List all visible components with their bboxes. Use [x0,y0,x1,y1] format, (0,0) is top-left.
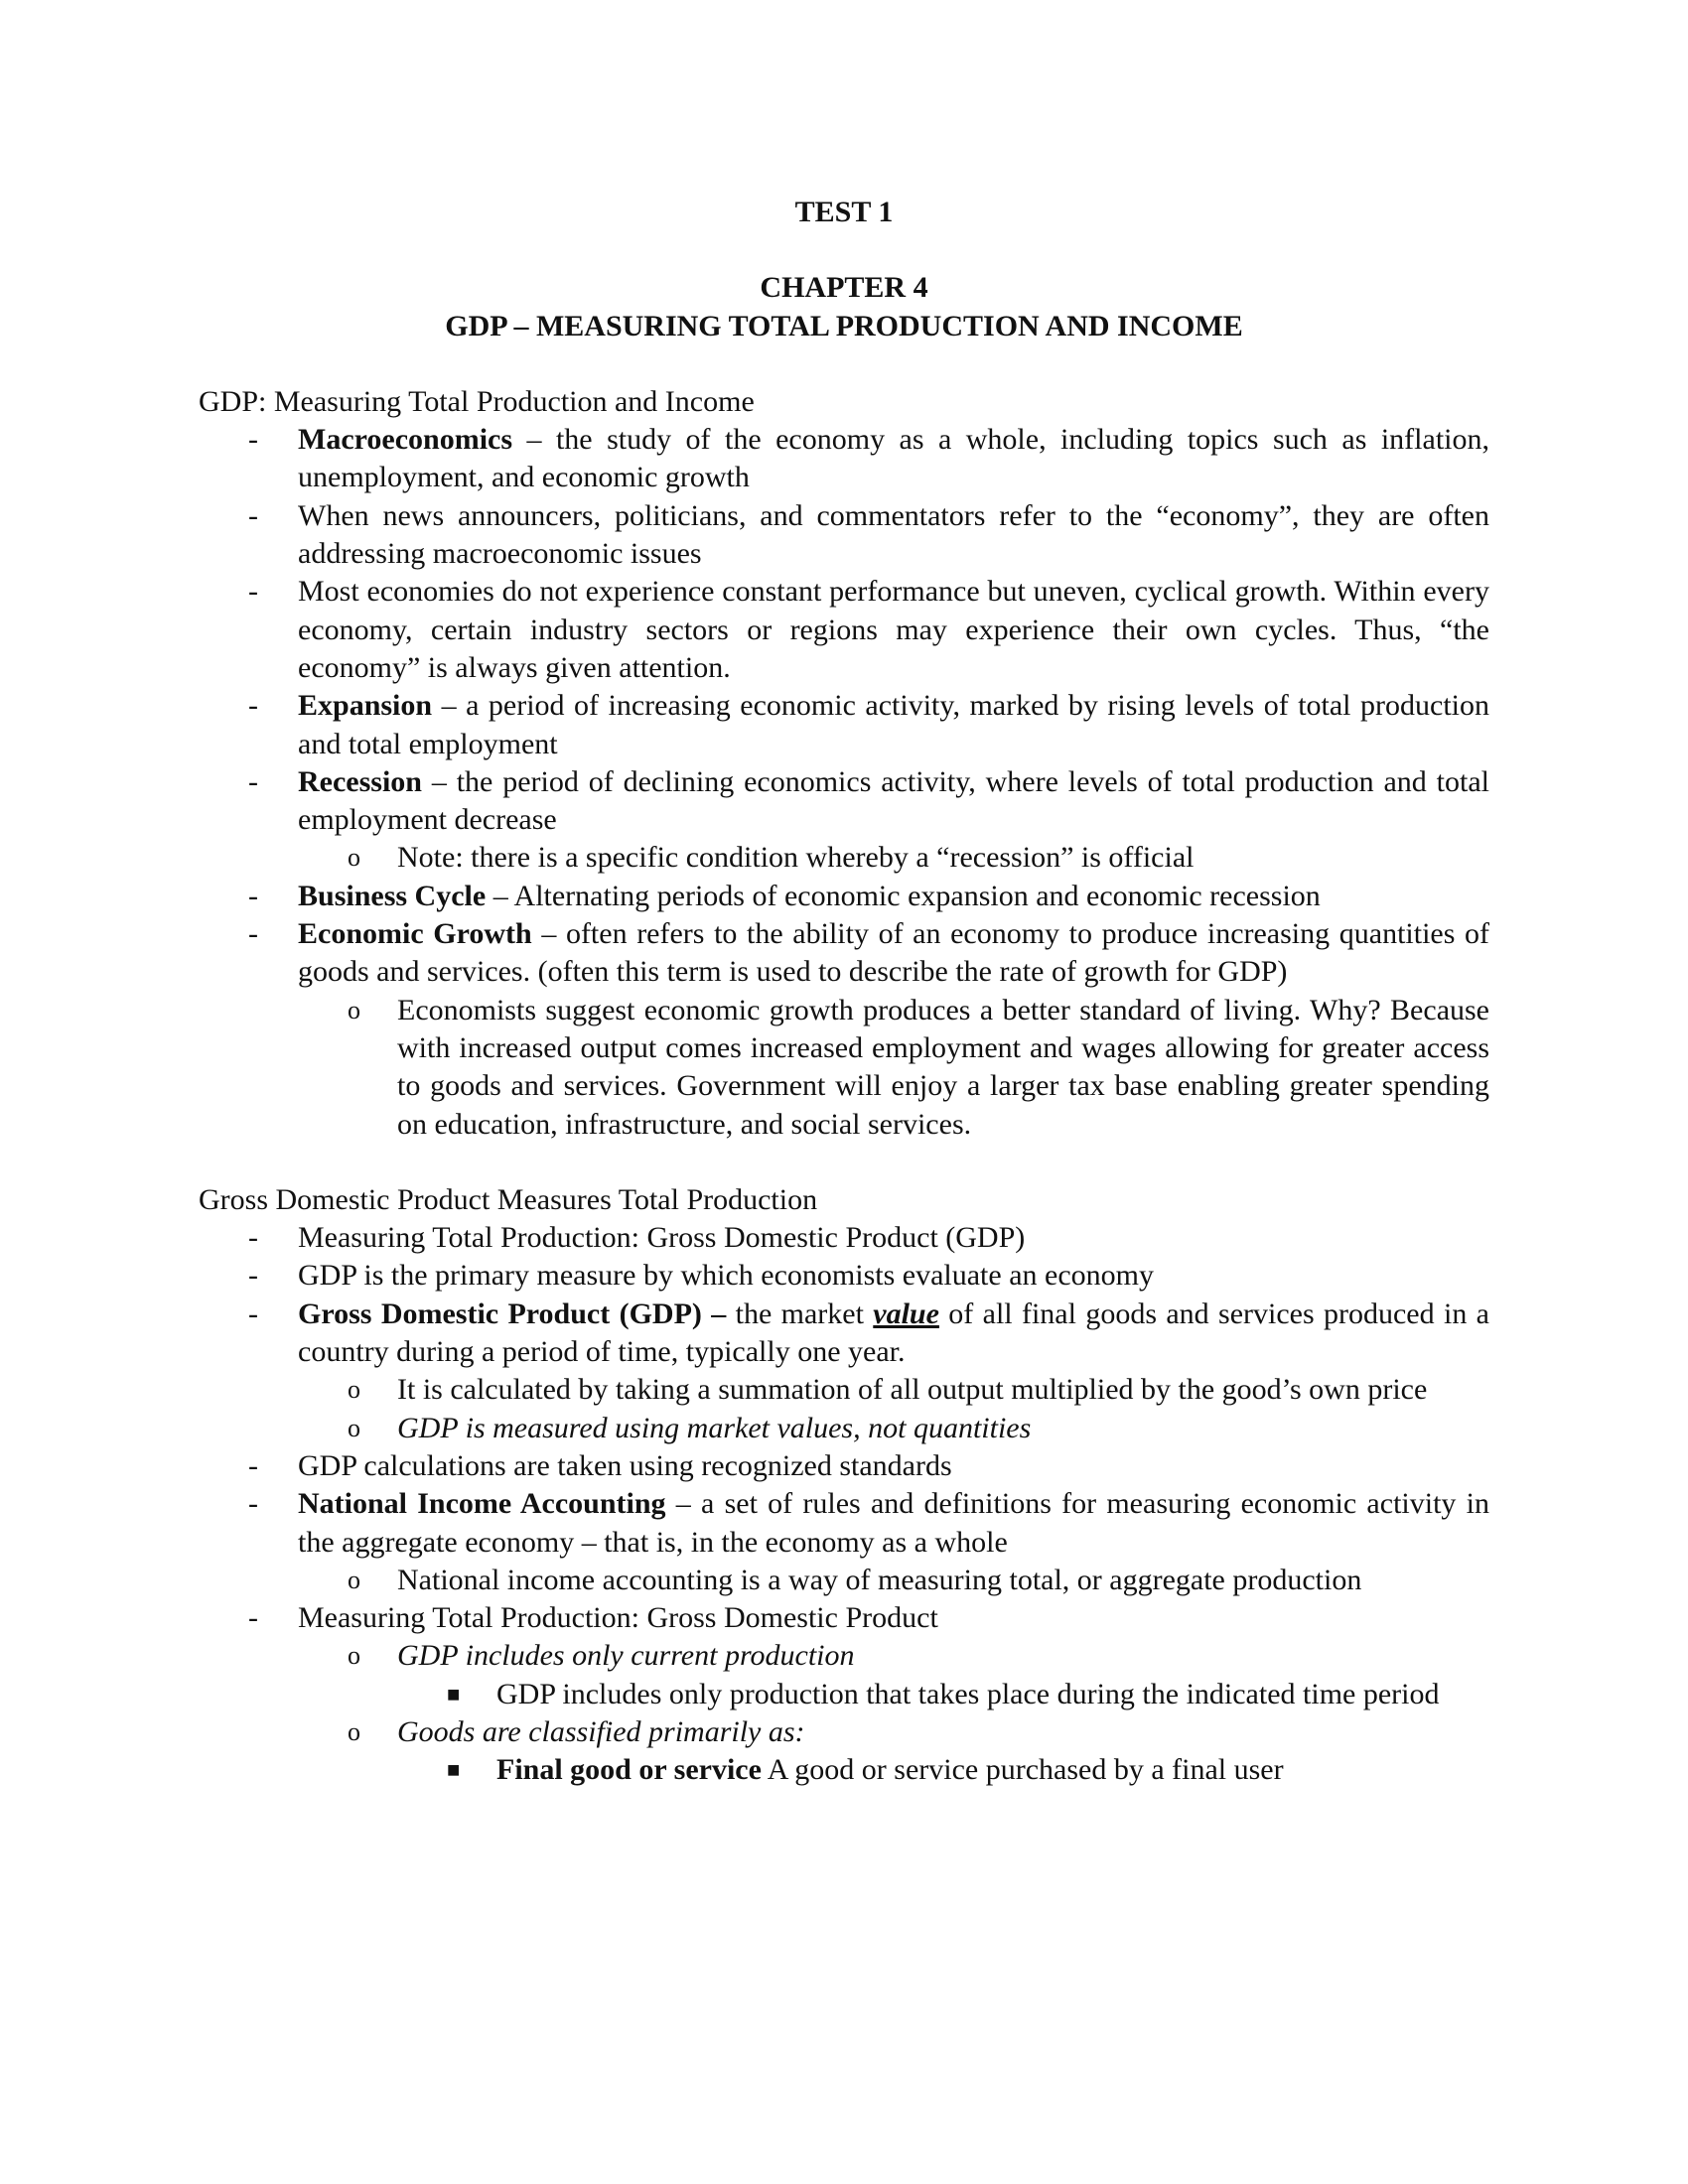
text-goods-classified: Goods are classified primarily as: [397,1714,805,1748]
section-title-gdp: GDP: Measuring Total Production and Income [199,384,755,418]
list-item-measuring-gdp [248,1599,1489,1637]
definition-expansion: – a period of increasing economic activity, marked by rising levels of total production and total employment [298,689,1489,760]
dash-bullet: - [248,879,258,912]
dash-bullet: - [248,498,258,532]
dash-bullet: - [248,1448,258,1482]
document-page [199,194,1489,1790]
text-recession-note: Note: there is a specific condition whereby a “recession” is official [397,841,1195,875]
dash-bullet: - [248,423,258,457]
sub-item-market-values [348,1410,1489,1447]
definition-recession: – the period of declining economics activity, where levels of total production and total employment decrease [298,764,1489,837]
term-economic-growth: Economic Growth [298,917,532,951]
section-title-total-production: Gross Domestic Product Measures Total Production [199,1182,818,1216]
list-item-gdp-definition [248,1296,1489,1372]
list-item-expansion [248,687,1489,763]
text-market-values: GDP is measured using market values, not quantities [397,1411,1032,1444]
list-item-cycles [248,573,1489,687]
text-growth-note: Economists suggest economic growth produces a better standard of living. Why? Because with increased output comes increased employment and wages allowing for greater access to goods and services. Government will enjoy a larger tax base enabling greater spending on education, infrastructure, and social services. [397,993,1489,1141]
definition-economic-growth: – often refers to the ability of an economy to produce increasing quantities of goods and services. (often this term is used to describe the rate of growth for GDP) [298,917,1489,989]
term-macroeconomics: Macroeconomics [298,423,513,457]
list-item-measuring-total-production [248,1219,1489,1257]
circle-bullet: o [348,1716,360,1746]
text-measuring-gdp: Measuring Total Production: Gross Domestic Product [298,1601,938,1635]
definition-gdp-b: of all final goods and services produced in a country during a period of time, typically one year. [298,1297,1489,1369]
circle-bullet: o [348,1413,360,1442]
sub-item-goods-classified [348,1713,1489,1751]
term-expansion: Expansion [298,689,433,723]
definition-national-income-accounting: – a set of rules and definitions for measuring economic activity in the aggregate economy – that is, in the economy as a whole [298,1487,1489,1559]
square-bullet: ■ [447,1681,461,1706]
circle-bullet: o [348,1375,360,1405]
list-item-recession [248,763,1489,840]
text-calculation: It is calculated by taking a summation of all output multiplied by the good’s own price [397,1373,1428,1407]
list-item-primary-measure [248,1257,1489,1295]
list-item-macroeconomics [248,421,1489,497]
test-title: TEST 1 [794,196,894,228]
dash-bullet: - [248,764,258,798]
sub-item-growth-note [348,992,1489,1144]
sub-item-recession-note [348,839,1489,877]
definition-macroeconomics: – the study of the economy as a whole, including topics such as inflation, unemployment, and economic growth [298,423,1489,494]
definition-gdp-a: the market [726,1297,874,1330]
term-gdp: Gross Domestic Product (GDP) – [298,1297,727,1330]
text-news: When news announcers, politicians, and commentators refer to the “economy”, they are often addressing macroeconomic issues [298,498,1489,571]
dash-bullet: - [248,917,258,951]
term-recession: Recession [298,764,422,798]
emphasis-value: value [873,1297,939,1330]
sub-item-calculation [348,1371,1489,1409]
text-measuring-total-production: Measuring Total Production: Gross Domestic Product (GDP) [298,1221,1026,1255]
text-time-period: GDP includes only production that takes place during the indicated time period [496,1677,1440,1710]
list-item-standards [248,1447,1489,1485]
circle-bullet: o [348,1565,360,1594]
sub-item-current-production [348,1637,1489,1675]
term-final-good: Final good or service [496,1753,762,1787]
text-cycles: Most economies do not experience constant performance but uneven, cyclical growth. Within every economy, certain industry sectors or regions may experience their own cycles. Thus, “the economy” is always given attention. [298,575,1489,684]
text-primary-measure: GDP is the primary measure by which economists evaluate an economy [298,1259,1154,1293]
list-item-business-cycle [248,878,1489,915]
circle-bullet: o [348,1641,360,1671]
dash-bullet: - [248,1297,258,1330]
text-current-production: GDP includes only current production [397,1639,855,1673]
sub-sub-item-time-period [447,1676,1489,1713]
dash-bullet: - [248,1259,258,1293]
square-bullet: ■ [447,1757,461,1783]
text-standards: GDP calculations are taken using recognized standards [298,1448,952,1482]
chapter-title: CHAPTER 4 [760,271,928,305]
chapter-subtitle: GDP – MEASURING TOTAL PRODUCTION AND INCOME [445,309,1243,342]
circle-bullet: o [348,995,360,1024]
dash-bullet: - [248,689,258,723]
dash-bullet: - [248,1221,258,1255]
dash-bullet: - [248,575,258,609]
list-item-national-income-accounting [248,1485,1489,1562]
list-item-economic-growth [248,915,1489,992]
sub-sub-item-final-good [447,1751,1489,1789]
definition-business-cycle: – Alternating periods of economic expansion and economic recession [486,879,1321,912]
text-nia-note: National income accounting is a way of measuring total, or aggregate production [397,1563,1362,1596]
term-business-cycle: Business Cycle [298,879,487,912]
list-item-news [248,497,1489,574]
dash-bullet: - [248,1487,258,1521]
circle-bullet: o [348,843,360,873]
sub-item-nia-note [348,1562,1489,1599]
term-national-income-accounting: National Income Accounting [298,1487,666,1521]
dash-bullet: - [248,1601,258,1635]
definition-final-good: A good or service purchased by a final user [761,1753,1284,1787]
